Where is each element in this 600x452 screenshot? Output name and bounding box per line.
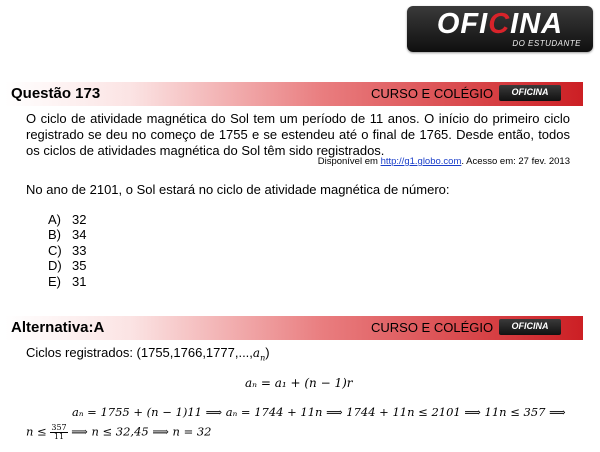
source-citation <box>26 156 570 168</box>
mini-logo <box>499 85 561 101</box>
option-d[interactable]: D) 35 <box>48 258 87 274</box>
mini-logo <box>499 319 561 335</box>
mini-logo-text: OFICINA <box>511 321 549 331</box>
school-label: CURSO E COLÉGIO <box>371 320 494 335</box>
school-label: CURSO E COLÉGIO <box>371 86 494 101</box>
question-header-bar <box>5 82 583 106</box>
option-a[interactable]: A) 32 <box>48 212 87 227</box>
answer-title: Alternativa:A <box>11 319 105 336</box>
question-prompt: No ano de 2101, o Sol estará no ciclo de atividade magnética de número: <box>26 182 450 197</box>
option-c[interactable]: C) 33 <box>48 242 87 258</box>
option-e[interactable]: E) 31 <box>48 273 87 289</box>
question-title: Questão 173 <box>11 85 101 102</box>
solution-step-1: aₙ = 1755 + (n − 1)11 ⟹ aₙ = 1744 + 11n ⟹ 1744 + 11n ≤ 2101 ⟹ 11n ≤ 357 ⟹ <box>72 405 566 419</box>
answer-header-bar <box>5 316 583 340</box>
general-term-formula: aₙ = a₁ + (n − 1)r <box>245 376 353 390</box>
source-link[interactable]: http://g1.globo.com <box>380 156 462 167</box>
brand-logo <box>407 6 593 52</box>
cycles-line: Ciclos registrados: $(1755,1766,1777,...,a_n)$ <box>26 345 270 363</box>
solution-step-2: n ≤ $\frac{357}{11}$ ⟹ n ≤ 32,45 ⟹ n = 32 <box>26 423 212 441</box>
question-statement: O ciclo de atividade magnética do Sol tem um período de 11 anos. O início do primeiro ciclo registrado se deu no começo de 1755 e se estendeu até o final de 1765. Desde então, todos os ciclos de atividades magnética do Sol têm sido registrados. <box>26 111 570 158</box>
options-list <box>48 212 86 289</box>
source-prefix: Disponível em <box>317 156 381 167</box>
fraction: $\frac{357}{11}$ <box>51 423 67 441</box>
source-suffix: . Acesso em: 27 fev. 2013 <box>461 156 570 167</box>
option-b[interactable]: B) 34 <box>48 227 87 243</box>
logo-main-text: OFICINA <box>436 8 564 40</box>
logo-sub-text: DO ESTUDANTE <box>512 39 581 48</box>
mini-logo-text: OFICINA <box>511 87 549 97</box>
